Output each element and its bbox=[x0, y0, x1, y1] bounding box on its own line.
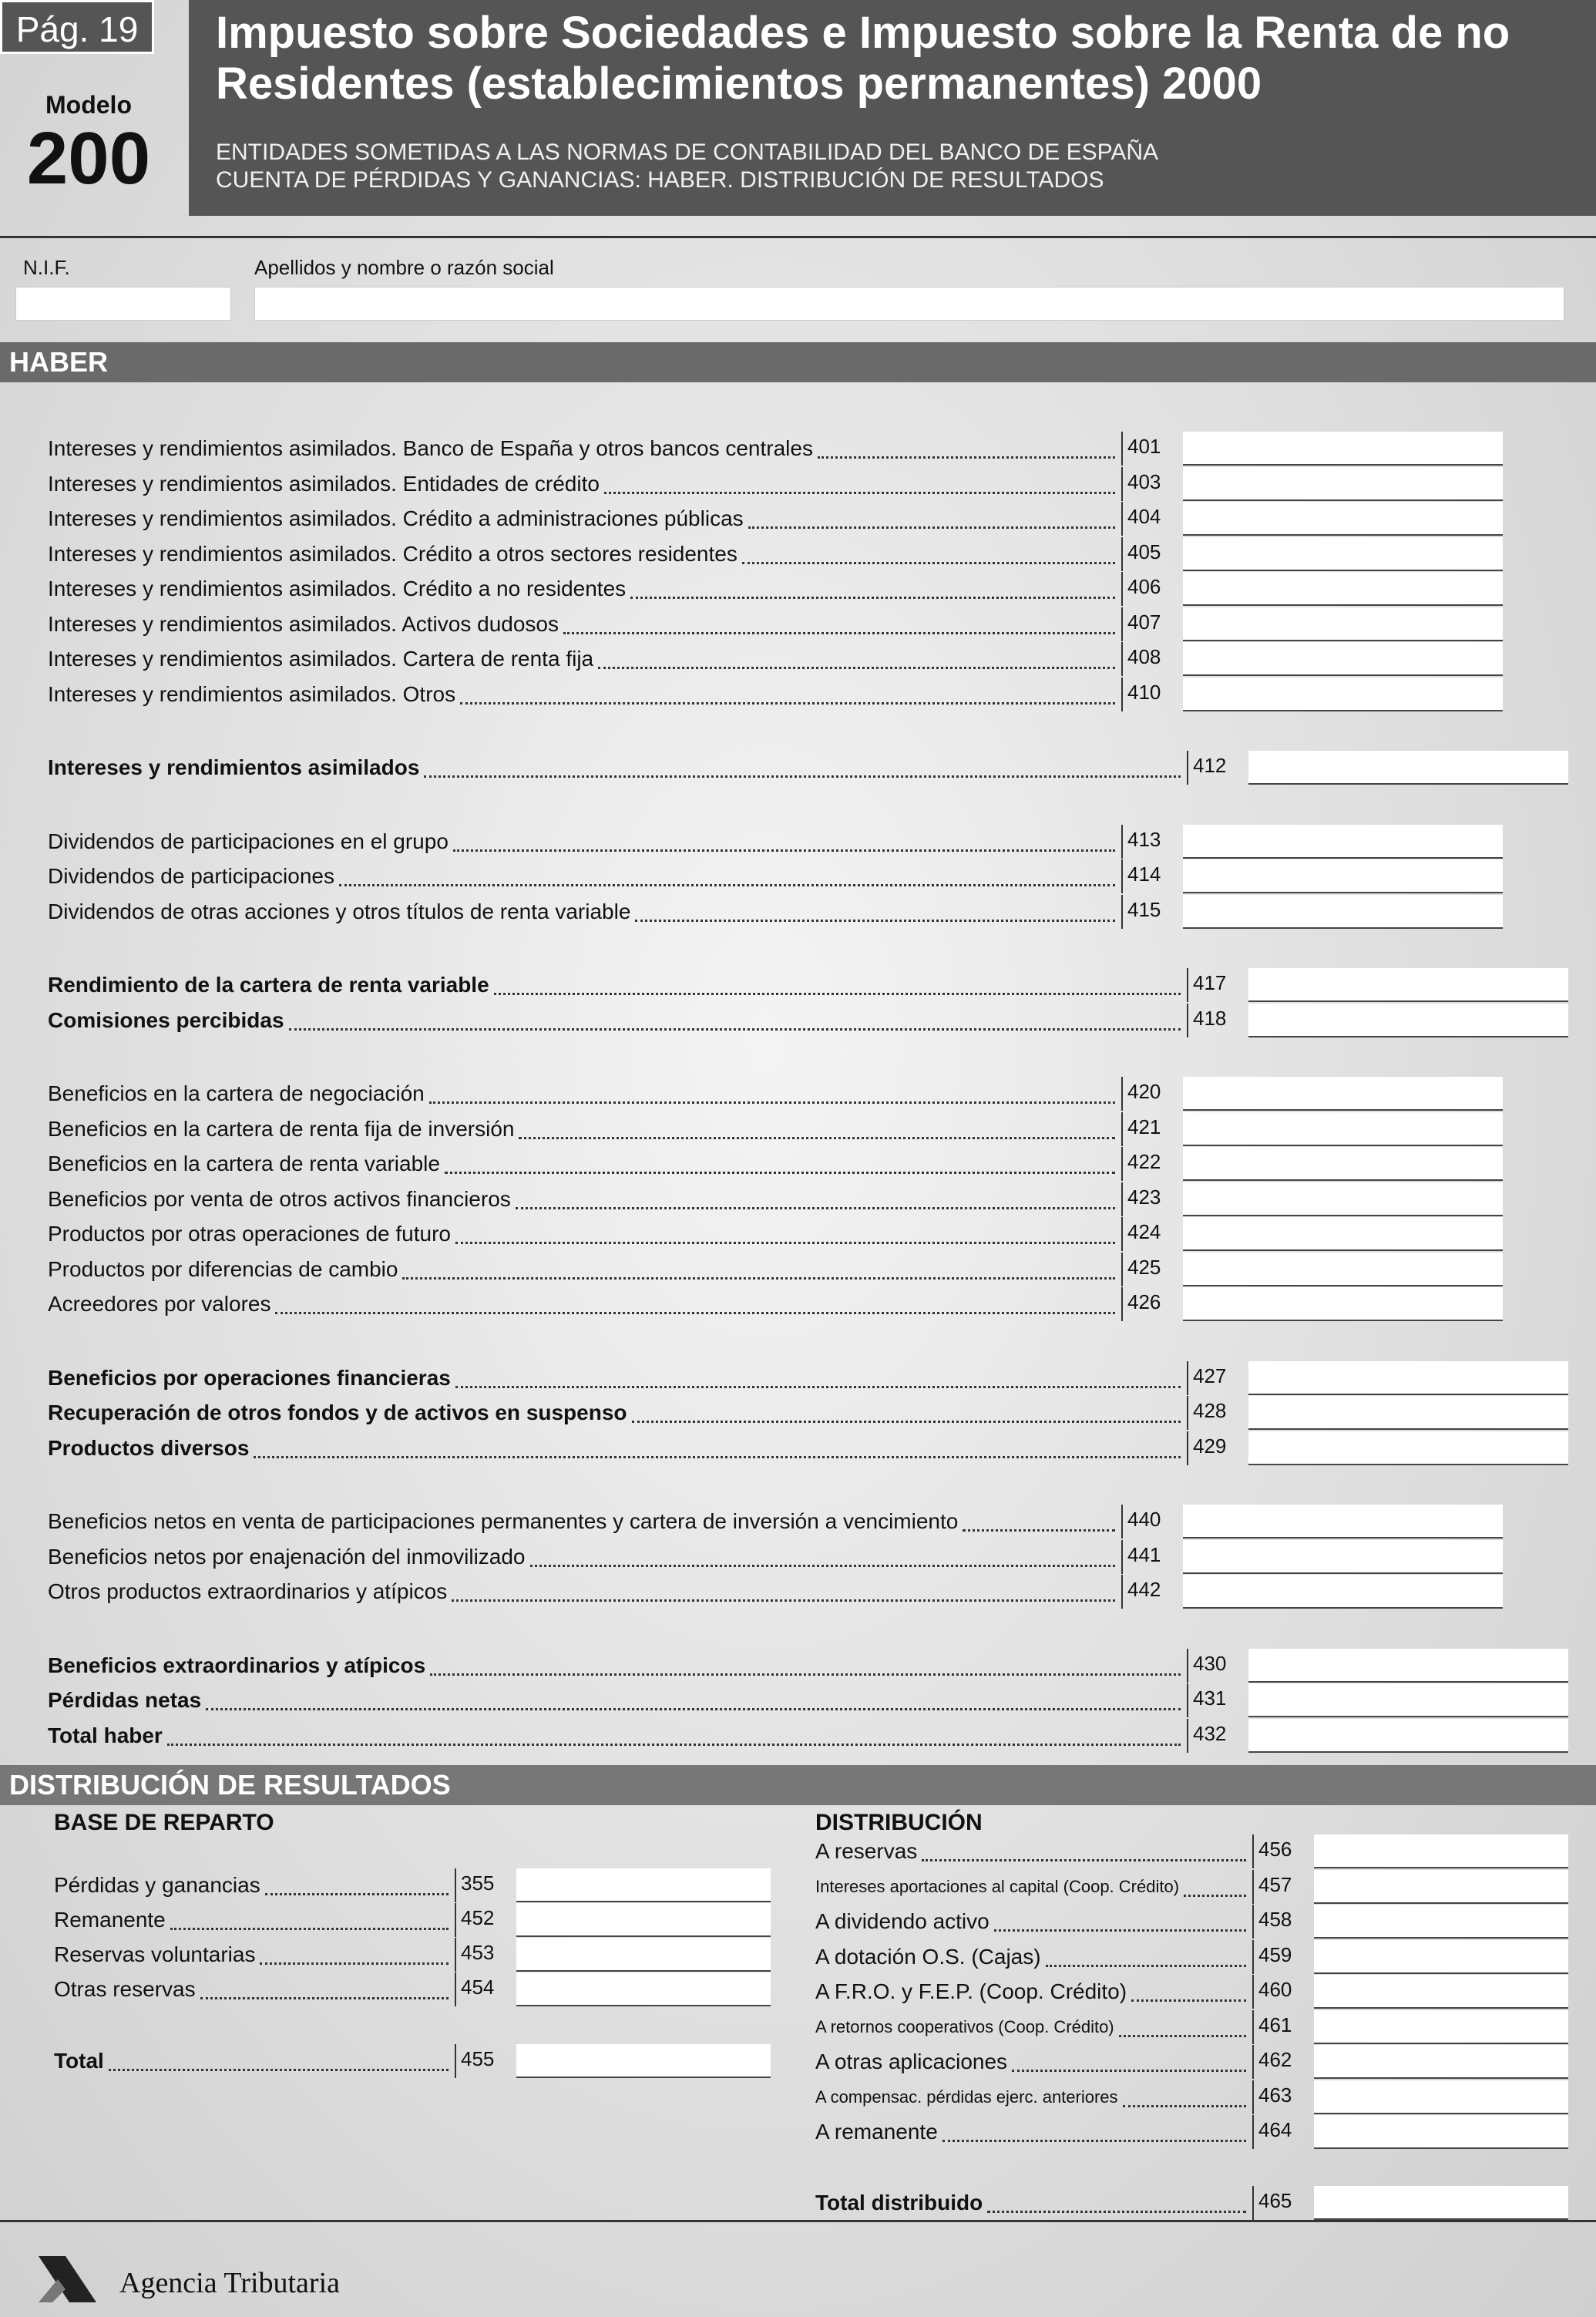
dist-row-463-code: 463 bbox=[1252, 2080, 1314, 2114]
box-code-410: 410 bbox=[1121, 678, 1183, 711]
box-code-440: 440 bbox=[1121, 1505, 1183, 1539]
haber-label-427: Beneficios por operaciones financieras bbox=[48, 1365, 451, 1390]
box-field-413[interactable] bbox=[1183, 825, 1503, 859]
haber-row-418 bbox=[0, 1004, 1596, 1037]
dist-row-462 bbox=[0, 2045, 1596, 2079]
leader-dots bbox=[742, 562, 1115, 564]
box-field-412[interactable] bbox=[1248, 751, 1568, 785]
haber-row-401 bbox=[0, 432, 1596, 466]
haber-row-414 bbox=[0, 859, 1596, 893]
box-code-403: 403 bbox=[1121, 467, 1183, 501]
haber-label-417: Rendimiento de la cartera de renta variable bbox=[48, 973, 489, 997]
header-divider bbox=[0, 236, 1596, 238]
box-code-405: 405 bbox=[1121, 537, 1183, 571]
box-code-424: 424 bbox=[1121, 1217, 1183, 1251]
haber-label-412: Intereses y rendimientos asimilados bbox=[48, 755, 420, 779]
haber-row-421 bbox=[0, 1112, 1596, 1146]
haber-row-404 bbox=[0, 502, 1596, 536]
leader-dots bbox=[1184, 1895, 1246, 1897]
haber-row-425 bbox=[0, 1253, 1596, 1286]
box-code-422: 422 bbox=[1121, 1147, 1183, 1181]
haber-row-420 bbox=[0, 1077, 1596, 1111]
form-subtitle bbox=[216, 139, 1588, 194]
dist-row-460-code: 460 bbox=[1252, 1975, 1314, 2009]
haber-row-412 bbox=[0, 751, 1596, 785]
leader-dots bbox=[516, 1207, 1115, 1209]
haber-label-428: Recuperación de otros fondos y de activos en suspenso bbox=[48, 1401, 627, 1424]
leader-dots bbox=[206, 1708, 1181, 1710]
leader-dots bbox=[563, 632, 1115, 634]
haber-label-424: Productos por otras operaciones de futuro bbox=[48, 1222, 451, 1246]
leader-dots bbox=[167, 1744, 1181, 1746]
haber-row-442 bbox=[0, 1575, 1596, 1609]
leader-dots bbox=[994, 1929, 1246, 1932]
haber-row-428 bbox=[0, 1396, 1596, 1430]
box-code-418: 418 bbox=[1187, 1004, 1248, 1037]
leader-dots bbox=[987, 2211, 1246, 2213]
leader-dots bbox=[460, 702, 1115, 705]
box-field-415[interactable] bbox=[1183, 895, 1503, 929]
dist-row-458-label: A dividendo activo bbox=[815, 1909, 990, 1933]
haber-row-431 bbox=[0, 1683, 1596, 1717]
leader-dots bbox=[630, 597, 1115, 599]
box-field-440[interactable] bbox=[1183, 1505, 1503, 1539]
haber-row-426 bbox=[0, 1287, 1596, 1321]
haber-label-440: Beneficios netos en venta de participaciones permanentes y cartera de inversión a vencimiento bbox=[48, 1509, 959, 1533]
leader-dots bbox=[1119, 2035, 1246, 2037]
dist-row-457-code: 457 bbox=[1252, 1870, 1314, 1904]
haber-label-410: Intereses y rendimientos asimilados. Otros bbox=[48, 681, 456, 706]
box-code-407: 407 bbox=[1121, 607, 1183, 641]
leader-dots bbox=[339, 884, 1115, 886]
box-field-422[interactable] bbox=[1183, 1147, 1503, 1181]
haber-row-424 bbox=[0, 1217, 1596, 1251]
dist-row-457 bbox=[0, 1870, 1596, 1904]
dist-row-463-label: A compensac. pérdidas ejerc. anteriores bbox=[815, 2087, 1118, 2107]
leader-dots bbox=[818, 456, 1115, 459]
leader-dots bbox=[1123, 2105, 1246, 2107]
box-field-431[interactable] bbox=[1248, 1683, 1568, 1717]
box-code-417: 417 bbox=[1187, 968, 1248, 1002]
dist-row-456-code: 456 bbox=[1252, 1834, 1314, 1868]
dist-row-458 bbox=[0, 1905, 1596, 1939]
dist-row-465-field[interactable] bbox=[1314, 2186, 1568, 2220]
dist-row-458-code: 458 bbox=[1252, 1905, 1314, 1939]
haber-label-407: Intereses y rendimientos asimilados. Activos dudosos bbox=[48, 611, 559, 636]
box-field-403[interactable] bbox=[1183, 467, 1503, 501]
leader-dots bbox=[424, 775, 1181, 778]
dist-row-457-label: Intereses aportaciones al capital (Coop. Crédito) bbox=[815, 1876, 1180, 1896]
haber-label-422: Beneficios en la cartera de renta variable bbox=[48, 1152, 440, 1175]
dist-row-465-label: Total distribuido bbox=[815, 2191, 983, 2214]
box-field-420[interactable] bbox=[1183, 1077, 1503, 1111]
base-row-455-code: 455 bbox=[455, 2044, 516, 2078]
leader-dots bbox=[402, 1277, 1115, 1280]
leader-dots bbox=[275, 1312, 1115, 1314]
haber-label-413: Dividendos de participaciones en el grupo bbox=[48, 829, 449, 853]
leader-dots bbox=[254, 1456, 1181, 1458]
box-code-406: 406 bbox=[1121, 572, 1183, 606]
nif-label: N.I.F. bbox=[23, 256, 70, 279]
box-code-412: 412 bbox=[1187, 751, 1248, 785]
box-field-425[interactable] bbox=[1183, 1253, 1503, 1286]
dist-row-462-label: A otras aplicaciones bbox=[815, 2050, 1008, 2073]
box-code-420: 420 bbox=[1121, 1077, 1183, 1111]
haber-row-430 bbox=[0, 1649, 1596, 1683]
dist-row-462-code: 462 bbox=[1252, 2045, 1314, 2079]
haber-row-422 bbox=[0, 1147, 1596, 1181]
leader-dots bbox=[453, 849, 1115, 852]
dist-row-459 bbox=[0, 1940, 1596, 1974]
haber-label-430: Beneficios extraordinarios y atípicos bbox=[48, 1653, 426, 1677]
box-code-414: 414 bbox=[1121, 859, 1183, 893]
dist-row-461-field[interactable] bbox=[1314, 2010, 1568, 2044]
haber-row-413 bbox=[0, 825, 1596, 859]
box-field-428[interactable] bbox=[1248, 1396, 1568, 1430]
haber-label-421: Beneficios en la cartera de renta fija de inversión bbox=[48, 1116, 515, 1141]
leader-dots bbox=[635, 920, 1115, 922]
haber-label-406: Intereses y rendimientos asimilados. Crédito a no residentes bbox=[48, 577, 627, 600]
box-code-441: 441 bbox=[1121, 1540, 1183, 1574]
haber-row-410 bbox=[0, 678, 1596, 711]
dist-row-460 bbox=[0, 1975, 1596, 2009]
leader-dots bbox=[455, 1386, 1181, 1388]
box-field-404[interactable] bbox=[1183, 502, 1503, 536]
box-field-405[interactable] bbox=[1183, 537, 1503, 571]
base-row-452-code: 452 bbox=[455, 1903, 516, 1937]
haber-label-418: Comisiones percibidas bbox=[48, 1007, 284, 1032]
leader-dots bbox=[430, 1673, 1181, 1676]
haber-row-408 bbox=[0, 642, 1596, 676]
box-code-425: 425 bbox=[1121, 1253, 1183, 1286]
haber-label-432: Total haber bbox=[48, 1723, 163, 1747]
haber-row-441 bbox=[0, 1540, 1596, 1574]
leader-dots bbox=[922, 1859, 1246, 1861]
distribucion-section-header: DISTRIBUCIÓN DE RESULTADOS bbox=[0, 1765, 1596, 1805]
box-field-406[interactable] bbox=[1183, 572, 1503, 606]
dist-row-465 bbox=[0, 2186, 1596, 2220]
dist-row-456-label: A reservas bbox=[815, 1839, 918, 1863]
haber-label-415: Dividendos de otras acciones y otros títulos de renta variable bbox=[48, 899, 631, 923]
haber-label-426: Acreedores por valores bbox=[48, 1292, 271, 1316]
dist-row-464-code: 464 bbox=[1252, 2115, 1314, 2149]
box-code-408: 408 bbox=[1121, 642, 1183, 676]
leader-dots bbox=[1131, 1999, 1246, 2002]
base-row-455-label: Total bbox=[54, 2049, 104, 2073]
agencia-tributaria-logo-icon bbox=[31, 2252, 100, 2306]
base-row-453-label: Reservas voluntarias bbox=[54, 1942, 256, 1966]
leader-dots bbox=[530, 1565, 1115, 1567]
haber-row-406 bbox=[0, 572, 1596, 606]
leader-dots bbox=[1012, 2070, 1246, 2072]
leader-dots bbox=[452, 1599, 1115, 1602]
haber-label-441: Beneficios netos por enajenación del inmovilizado bbox=[48, 1544, 526, 1569]
leader-dots bbox=[445, 1172, 1115, 1174]
box-code-442: 442 bbox=[1121, 1575, 1183, 1609]
dist-row-462-field[interactable] bbox=[1314, 2045, 1568, 2079]
leader-dots bbox=[942, 2140, 1246, 2142]
box-field-426[interactable] bbox=[1183, 1287, 1503, 1321]
box-code-427: 427 bbox=[1187, 1361, 1248, 1395]
haber-row-432 bbox=[0, 1719, 1596, 1753]
dist-row-461 bbox=[0, 2010, 1596, 2044]
base-row-452-label: Remanente bbox=[54, 1908, 166, 1932]
dist-row-461-code: 461 bbox=[1252, 2010, 1314, 2044]
box-field-441[interactable] bbox=[1183, 1540, 1503, 1574]
box-code-429: 429 bbox=[1187, 1431, 1248, 1465]
leader-dots bbox=[429, 1101, 1115, 1104]
box-field-417[interactable] bbox=[1248, 968, 1568, 1002]
dist-row-457-field[interactable] bbox=[1314, 1870, 1568, 1904]
leader-dots bbox=[519, 1137, 1115, 1139]
base-reparto-title: BASE DE REPARTO bbox=[54, 1810, 274, 1835]
haber-label-420: Beneficios en la cartera de negociación bbox=[48, 1081, 425, 1105]
dist-row-456 bbox=[0, 1834, 1596, 1868]
form-title-line1: Impuesto sobre Sociedades e Impuesto sobre la Renta de no bbox=[216, 8, 1510, 58]
dist-row-465-code: 465 bbox=[1252, 2186, 1314, 2220]
title-banner bbox=[189, 0, 1596, 216]
base-row-355-label: Pérdidas y ganancias bbox=[54, 1873, 260, 1897]
dist-row-458-field[interactable] bbox=[1314, 1905, 1568, 1939]
dist-row-459-label: A dotación O.S. (Cajas) bbox=[815, 1944, 1041, 1969]
haber-row-417 bbox=[0, 968, 1596, 1002]
footer-divider bbox=[0, 2220, 1596, 2222]
dist-row-463-field[interactable] bbox=[1314, 2080, 1568, 2114]
box-field-421[interactable] bbox=[1183, 1112, 1503, 1146]
dist-row-464 bbox=[0, 2115, 1596, 2149]
box-code-432: 432 bbox=[1187, 1719, 1248, 1753]
leader-dots bbox=[632, 1421, 1181, 1423]
modelo-number: 200 bbox=[26, 117, 151, 200]
haber-label-408: Intereses y rendimientos asimilados. Cartera de renta fija bbox=[48, 647, 594, 671]
box-code-415: 415 bbox=[1121, 895, 1183, 929]
haber-label-405: Intereses y rendimientos asimilados. Crédito a otros sectores residentes bbox=[48, 541, 738, 566]
box-field-423[interactable] bbox=[1183, 1182, 1503, 1216]
haber-label-431: Pérdidas netas bbox=[48, 1688, 202, 1712]
dist-row-460-label: A F.R.O. y F.E.P. (Coop. Crédito) bbox=[815, 1979, 1127, 2003]
haber-row-405 bbox=[0, 537, 1596, 571]
haber-row-440 bbox=[0, 1505, 1596, 1539]
haber-label-423: Beneficios por venta de otros activos financieros bbox=[48, 1186, 511, 1211]
dist-row-460-field[interactable] bbox=[1314, 1975, 1568, 2009]
box-field-401[interactable] bbox=[1183, 432, 1503, 466]
dist-row-464-label: A remanente bbox=[815, 2120, 938, 2144]
dist-row-456-field[interactable] bbox=[1314, 1834, 1568, 1868]
base-row-453-code: 453 bbox=[455, 1938, 516, 1972]
nif-field[interactable] bbox=[15, 287, 231, 321]
box-field-429[interactable] bbox=[1248, 1431, 1568, 1465]
haber-row-427 bbox=[0, 1361, 1596, 1395]
haber-label-403: Intereses y rendimientos asimilados. Entidades de crédito bbox=[48, 471, 600, 496]
box-code-421: 421 bbox=[1121, 1112, 1183, 1146]
form-subtitle-line1: ENTIDADES SOMETIDAS A LAS NORMAS DE CONTABILIDAD DEL BANCO DE ESPAÑA bbox=[216, 140, 1159, 165]
haber-label-429: Productos diversos bbox=[48, 1435, 250, 1460]
box-code-404: 404 bbox=[1121, 502, 1183, 536]
box-field-407[interactable] bbox=[1183, 607, 1503, 641]
haber-row-403 bbox=[0, 467, 1596, 501]
box-code-431: 431 bbox=[1187, 1683, 1248, 1717]
name-field[interactable] bbox=[254, 287, 1564, 321]
page-number-badge: Pág. 19 bbox=[0, 0, 154, 54]
haber-label-414: Dividendos de participaciones bbox=[48, 864, 334, 888]
name-label: Apellidos y nombre o razón social bbox=[254, 256, 554, 279]
leader-dots bbox=[455, 1242, 1115, 1244]
form-title-line2: Residentes (establecimientos permanentes) 2000 bbox=[216, 59, 1262, 109]
haber-row-407 bbox=[0, 607, 1596, 641]
box-field-424[interactable] bbox=[1183, 1217, 1503, 1251]
base-row-454-code: 454 bbox=[455, 1972, 516, 2006]
haber-row-429 bbox=[0, 1431, 1596, 1465]
haber-label-442: Otros productos extraordinarios y atípicos bbox=[48, 1579, 448, 1603]
leader-dots bbox=[494, 993, 1181, 995]
modelo-label: Modelo bbox=[45, 91, 132, 119]
leader-dots bbox=[963, 1529, 1115, 1532]
haber-row-423 bbox=[0, 1182, 1596, 1216]
haber-label-404: Intereses y rendimientos asimilados. Crédito a administraciones públicas bbox=[48, 506, 744, 530]
leader-dots bbox=[748, 526, 1115, 529]
leader-dots bbox=[604, 492, 1115, 494]
form-title bbox=[216, 8, 1588, 109]
box-code-426: 426 bbox=[1121, 1287, 1183, 1321]
box-code-401: 401 bbox=[1121, 432, 1183, 466]
dist-row-463 bbox=[0, 2080, 1596, 2114]
base-row-355-code: 355 bbox=[455, 1868, 516, 1902]
box-field-427[interactable] bbox=[1248, 1361, 1568, 1395]
box-field-418[interactable] bbox=[1248, 1004, 1568, 1037]
box-field-414[interactable] bbox=[1183, 859, 1503, 893]
base-row-454-label: Otras reservas bbox=[54, 1977, 196, 2001]
haber-label-425: Productos por diferencias de cambio bbox=[48, 1256, 398, 1281]
box-code-413: 413 bbox=[1121, 825, 1183, 859]
box-field-442[interactable] bbox=[1183, 1575, 1503, 1609]
haber-row-415 bbox=[0, 895, 1596, 929]
box-code-423: 423 bbox=[1121, 1182, 1183, 1216]
dist-row-459-field[interactable] bbox=[1314, 1940, 1568, 1974]
dist-row-461-label: A retornos cooperativos (Coop. Crédito) bbox=[815, 2016, 1114, 2036]
box-field-410[interactable] bbox=[1183, 678, 1503, 711]
form-subtitle-line2: CUENTA DE PÉRDIDAS Y GANANCIAS: HABER. DISTRIBUCIÓN DE RESULTADOS bbox=[216, 167, 1104, 193]
box-field-408[interactable] bbox=[1183, 642, 1503, 676]
leader-dots bbox=[598, 667, 1115, 669]
agency-name: Agencia Tributaria bbox=[119, 2267, 341, 2299]
dist-row-459-code: 459 bbox=[1252, 1940, 1314, 1974]
box-field-430[interactable] bbox=[1248, 1649, 1568, 1683]
dist-row-464-field[interactable] bbox=[1314, 2115, 1568, 2149]
box-code-428: 428 bbox=[1187, 1396, 1248, 1430]
leader-dots bbox=[289, 1028, 1181, 1031]
haber-label-401: Intereses y rendimientos asimilados. Banco de España y otros bancos centrales bbox=[48, 436, 813, 460]
box-code-430: 430 bbox=[1187, 1649, 1248, 1683]
leader-dots bbox=[1046, 1965, 1246, 1967]
haber-section-header: HABER bbox=[0, 342, 1596, 382]
box-field-432[interactable] bbox=[1248, 1719, 1568, 1753]
distribucion-title: DISTRIBUCIÓN bbox=[815, 1810, 983, 1835]
